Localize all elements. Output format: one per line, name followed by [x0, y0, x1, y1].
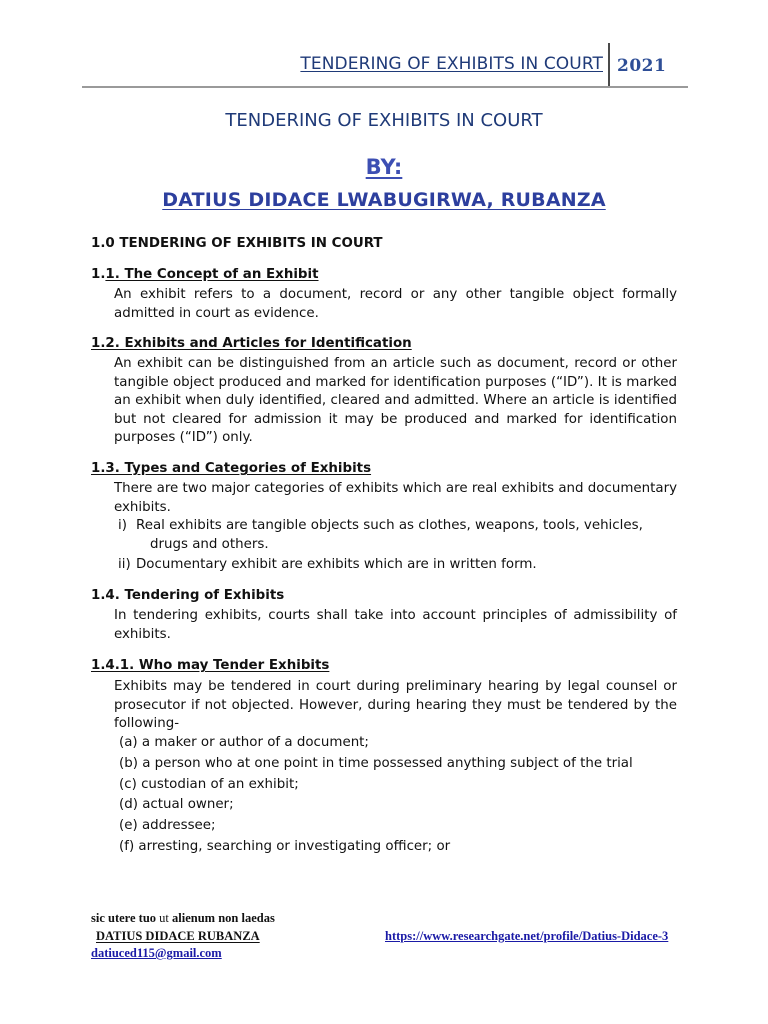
list-item-marker: ii) — [118, 557, 131, 572]
list-item-text: Real exhibits are tangible objects such as clothes, weapons, tools, vehicles, — [136, 518, 643, 533]
list-item: (d) actual owner; — [119, 797, 234, 812]
footer-researchgate-link[interactable]: https://www.researchgate.net/profile/Datius-Didace-3 — [385, 929, 669, 943]
section-body-1-4: In tendering exhibits, courts shall take into account principles of admissibility of exhibits. — [114, 608, 677, 642]
section-heading-1-1: 1.1. The Concept of an Exhibit — [91, 267, 319, 282]
section-heading-1-2: 1.2. Exhibits and Articles for Identification — [91, 336, 412, 351]
section-body-1-2: An exhibit can be distinguished from an article such as document, record or other tangible object produced and marked for identification purposes (“ID”). It is marked an exhibit when duly identified, cleared and admitted. Where an article is identified but not cleared for admission it may be produced and marked for identification purposes (“ID”) only. — [114, 356, 677, 445]
section-heading-1-4-1: 1.4.1. Who may Tender Exhibits — [91, 658, 330, 673]
list-item: (c) custodian of an exhibit; — [119, 777, 299, 792]
header-divider — [608, 43, 610, 88]
author-name: DATIUS DIDACE LWABUGIRWA, RUBANZA — [162, 189, 606, 211]
footer-author-name: DATIUS DIDACE RUBANZA — [96, 929, 260, 943]
footer-email-link[interactable]: datiuced115@gmail.com — [91, 946, 222, 960]
header-year: 2021 — [617, 56, 667, 76]
list-item-marker: i) — [118, 518, 127, 533]
list-item-text-continued: drugs and others. — [150, 537, 269, 552]
section-heading-1-4: 1.4. Tendering of Exhibits — [91, 588, 285, 603]
section-body-1-3: There are two major categories of exhibits which are real exhibits and documentary exhibits. — [114, 481, 677, 515]
list-item-text: Documentary exhibit are exhibits which are in written form. — [136, 557, 537, 572]
section-heading-1-3: 1.3. Types and Categories of Exhibits — [91, 461, 372, 476]
footer-motto: sic utere tuo ut alienum non laedas — [91, 911, 275, 925]
section-heading-1-0: 1.0 TENDERING OF EXHIBITS IN COURT — [91, 236, 383, 251]
list-item: (f) arresting, searching or investigating officer; or — [119, 839, 451, 854]
list-item: (a) a maker or author of a document; — [119, 735, 369, 750]
running-header-title: TENDERING OF EXHIBITS IN COURT — [300, 54, 603, 74]
section-body-1-4-1: Exhibits may be tendered in court during preliminary hearing by legal counsel or prosecutor if not objected. However, during hearing they must be tendered by the following- — [114, 679, 677, 731]
document-title: TENDERING OF EXHIBITS IN COURT — [225, 110, 543, 131]
by-label: BY: — [365, 155, 403, 179]
section-body-1-1: An exhibit refers to a document, record or any other tangible object formally admitted in court as evidence. — [114, 287, 677, 321]
header-rule — [82, 86, 688, 88]
list-item: (b) a person who at one point in time possessed anything subject of the trial — [119, 756, 633, 771]
list-item: (e) addressee; — [119, 818, 216, 833]
